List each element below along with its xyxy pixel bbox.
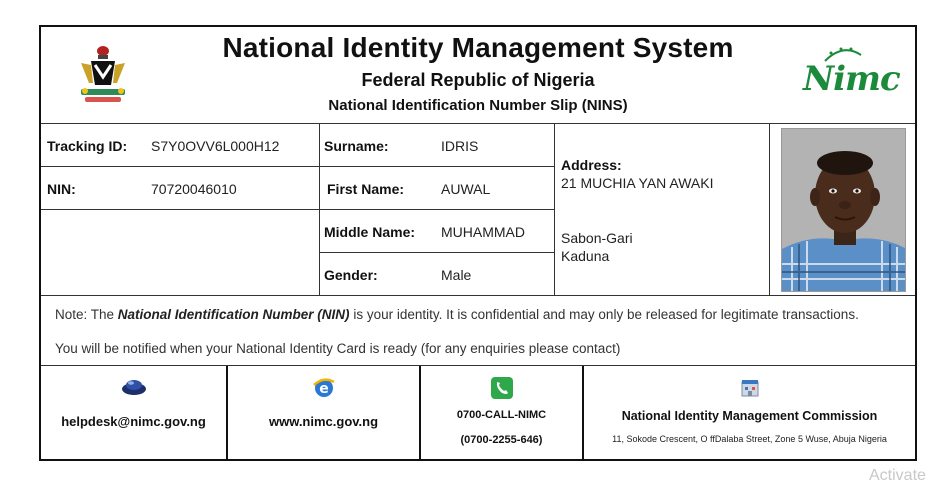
column-divider bbox=[554, 124, 555, 296]
first-name-value: AUWAL bbox=[441, 181, 491, 197]
column-divider bbox=[769, 124, 770, 296]
slip-header bbox=[41, 27, 915, 124]
note-line-2: You will be notified when your National Identity Card is ready (for any enquiries please contact) bbox=[55, 341, 621, 356]
row-divider bbox=[319, 252, 554, 253]
tracking-id-value: S7Y0OVV6L000H12 bbox=[151, 138, 280, 154]
phone-digits-text[interactable]: (0700-2255-646) bbox=[460, 434, 543, 446]
identity-details-table bbox=[41, 124, 915, 296]
column-divider bbox=[319, 124, 320, 296]
website-text[interactable]: www.nimc.gov.ng bbox=[268, 414, 379, 429]
footer-organisation bbox=[584, 366, 915, 461]
middle-name-label: Middle Name: bbox=[324, 224, 416, 240]
gender-label: Gender: bbox=[324, 267, 378, 283]
address-line-2: Sabon-Gari bbox=[561, 230, 633, 246]
gender-value: Male bbox=[441, 267, 472, 283]
row-divider bbox=[41, 209, 319, 210]
phone-text[interactable]: 0700-CALL-NIMC bbox=[456, 409, 547, 421]
nin-label: NIN: bbox=[47, 181, 76, 197]
confidentiality-note bbox=[41, 296, 915, 366]
nimc-logo: Nimc bbox=[803, 59, 900, 99]
row-divider bbox=[41, 166, 319, 167]
person-photo-icon bbox=[782, 129, 906, 292]
email-icon bbox=[120, 378, 148, 396]
nins-slip bbox=[39, 25, 917, 461]
footer-email bbox=[41, 366, 226, 461]
row-divider bbox=[319, 209, 554, 210]
contact-footer bbox=[41, 366, 915, 461]
address-label: Address: bbox=[561, 157, 622, 173]
footer-phone bbox=[421, 366, 582, 461]
note-prefix: Note: The bbox=[55, 307, 118, 322]
page-subtitle: Federal Republic of Nigeria bbox=[361, 70, 595, 90]
first-name-label: First Name: bbox=[327, 181, 405, 197]
surname-label: Surname: bbox=[324, 138, 389, 154]
tracking-id-label: Tracking ID: bbox=[47, 138, 128, 154]
email-text[interactable]: helpdesk@nimc.gov.ng bbox=[61, 414, 206, 429]
note-line-1 bbox=[55, 307, 859, 322]
surname-value: IDRIS bbox=[441, 138, 479, 154]
footer-website bbox=[228, 366, 419, 461]
middle-name-value: MUHAMMAD bbox=[441, 224, 525, 240]
address-line-1: 21 MUCHIA YAN AWAKI bbox=[561, 175, 714, 191]
note-emphasis: National Identification Number (NIN) bbox=[117, 307, 350, 322]
building-icon bbox=[740, 378, 760, 398]
address-line-3: Kaduna bbox=[561, 248, 610, 264]
row-divider bbox=[319, 166, 554, 167]
svg-text:e: e bbox=[318, 381, 329, 397]
nin-value: 70720046010 bbox=[151, 181, 237, 197]
internet-explorer-icon bbox=[312, 376, 336, 400]
holder-photo bbox=[781, 128, 906, 292]
phone-icon bbox=[490, 376, 514, 400]
activate-watermark: Activate bbox=[869, 467, 926, 484]
organisation-address: 11, Sokode Crescent, O ffDalaba Street, Zone 5 Wuse, Abuja Nigeria bbox=[612, 434, 887, 444]
page-title: National Identity Management System bbox=[222, 32, 734, 63]
slip-title: National Identification Number Slip (NINS) bbox=[328, 97, 628, 114]
organisation-name: National Identity Management Commission bbox=[621, 409, 878, 423]
note-suffix: is your identity. It is confidential and may only be released for legitimate transactions. bbox=[349, 307, 859, 322]
